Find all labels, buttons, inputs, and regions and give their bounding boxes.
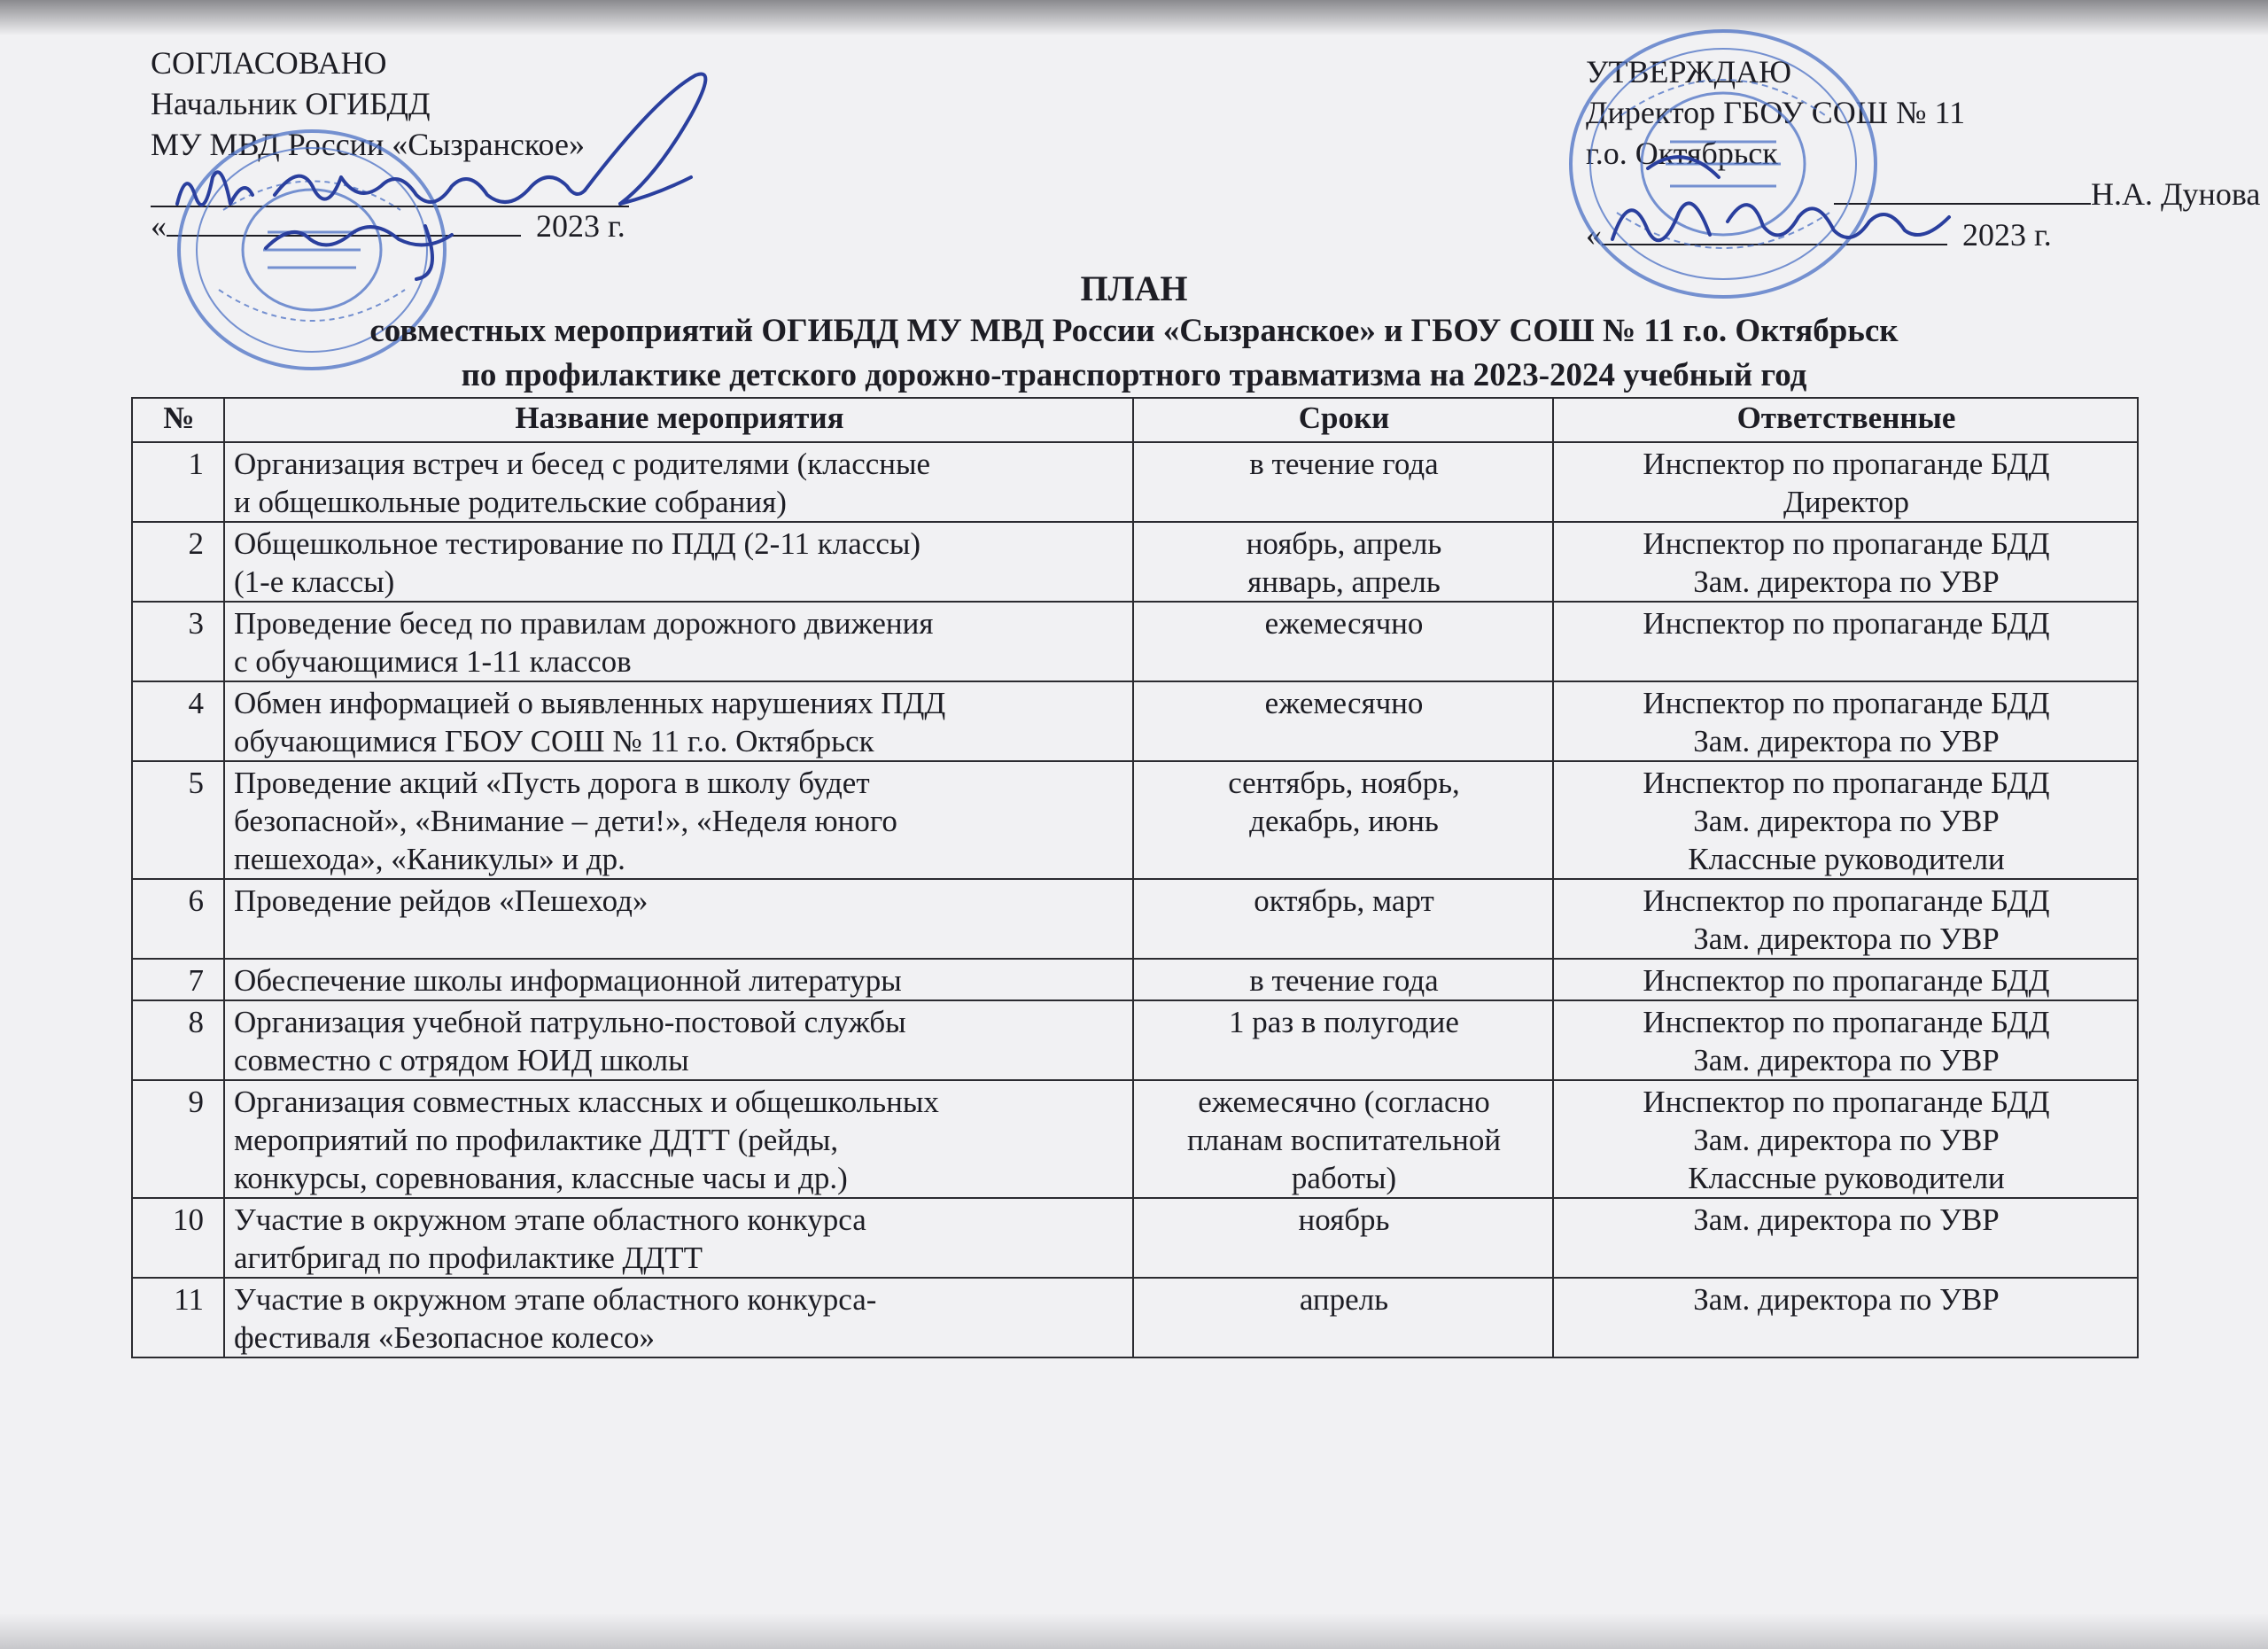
- row-responsible: Инспектор по пропаганде БДД: [1553, 602, 2138, 681]
- table-row: [132, 1278, 2138, 1357]
- table-row: [132, 681, 2138, 761]
- row-event-name: Проведение рейдов «Пешеход»: [224, 879, 1133, 959]
- approval-left-year: 2023 г.: [536, 208, 625, 244]
- row-event-name: Общешкольное тестирование по ПДД (2-11 классы) (1-е классы): [224, 522, 1133, 602]
- approval-left-position: Начальник ОГИБДД: [151, 86, 431, 121]
- table-row: [132, 602, 2138, 681]
- row-event-name: Организация встреч и бесед с родителями (классные и общешкольные родительские собрания): [224, 442, 1133, 522]
- approval-right-position: Директор ГБОУ СОШ № 11: [1586, 95, 1966, 130]
- row-terms: ноябрь: [1133, 1198, 1553, 1278]
- table-row: [132, 1198, 2138, 1278]
- table-row: [132, 959, 2138, 1000]
- table-row: [132, 522, 2138, 602]
- row-terms: в течение года: [1133, 442, 1553, 522]
- approval-right-signer: Н.А. Дунова: [1586, 174, 2260, 214]
- row-event-name: Обмен информацией о выявленных нарушениях ПДД обучающимися ГБОУ СОШ № 11 г.о. Октябрьск: [224, 681, 1133, 761]
- row-responsible: Инспектор по пропаганде БДД Зам. директора по УВР Классные руководители: [1553, 761, 2138, 879]
- row-number: 4: [132, 681, 224, 761]
- row-number: 11: [132, 1278, 224, 1357]
- row-number: 3: [132, 602, 224, 681]
- scan-shadow-top: [0, 0, 2268, 35]
- document-subtitle-line1: совместных мероприятий ОГИБДД МУ МВД России «Сызранское» и ГБОУ СОШ № 11 г.о. Октябрьск: [369, 313, 1899, 349]
- row-terms: ежемесячно: [1133, 602, 1553, 681]
- row-terms: октябрь, март: [1133, 879, 1553, 959]
- row-event-name: Организация совместных классных и общешкольных мероприятий по профилактике ДДТТ (рейды, конкурсы, соревнования, классные часы и др.): [224, 1080, 1133, 1198]
- row-responsible: Инспектор по пропаганде БДД Зам. директора по УВР: [1553, 681, 2138, 761]
- row-event-name: Обеспечение школы информационной литературы: [224, 959, 1133, 1000]
- signature-right: [1595, 133, 1967, 284]
- row-terms: 1 раз в полугодие: [1133, 1000, 1553, 1080]
- row-number: 5: [132, 761, 224, 879]
- table-body: [132, 442, 2138, 1357]
- row-terms: в течение года: [1133, 959, 1553, 1000]
- row-responsible: Инспектор по пропаганде БДД Зам. директора по УВР: [1553, 522, 2138, 602]
- approval-right-heading: УТВЕРЖДАЮ: [1586, 54, 1792, 89]
- row-terms: ежемесячно (согласно планам воспитательной работы): [1133, 1080, 1553, 1198]
- row-event-name: Проведение бесед по правилам дорожного движения с обучающимися 1-11 классов: [224, 602, 1133, 681]
- approval-left-organization: МУ МВД России «Сызранское»: [151, 127, 585, 162]
- table-header-row: [132, 398, 2138, 442]
- approval-right-year: 2023 г.: [1962, 217, 2052, 253]
- document-subtitle-line2: по профилактике детского дорожно-транспортного травматизма на 2023-2024 учебный год: [461, 357, 1807, 393]
- row-responsible: Инспектор по пропаганде БДД Зам. директора по УВР: [1553, 1000, 2138, 1080]
- row-terms: ежемесячно: [1133, 681, 1553, 761]
- approval-right-date: « 2023 г.: [1586, 217, 2052, 253]
- row-terms: ноябрь, апрель январь, апрель: [1133, 522, 1553, 602]
- table-row: [132, 1000, 2138, 1080]
- row-event-name: Участие в окружном этапе областного конкурса агитбригад по профилактике ДДТТ: [224, 1198, 1133, 1278]
- row-number: 2: [132, 522, 224, 602]
- row-event-name: Проведение акций «Пусть дорога в школу будет безопасной», «Внимание – дети!», «Неделя юного пешехода», «Каникулы» и др.: [224, 761, 1133, 879]
- row-terms: апрель: [1133, 1278, 1553, 1357]
- row-responsible: Инспектор по пропаганде БДД Зам. директора по УВР Классные руководители: [1553, 1080, 2138, 1198]
- events-table: [131, 397, 2139, 1358]
- row-number: 9: [132, 1080, 224, 1198]
- table-row: [132, 879, 2138, 959]
- table-row: [132, 442, 2138, 522]
- header-num: №: [132, 398, 224, 442]
- row-number: 7: [132, 959, 224, 1000]
- approval-left-heading: СОГЛАСОВАНО: [151, 45, 387, 81]
- header-responsible: Ответственные: [1553, 398, 2138, 442]
- row-event-name: Участие в окружном этапе областного конкурса- фестиваля «Безопасное колесо»: [224, 1278, 1133, 1357]
- row-number: 10: [132, 1198, 224, 1278]
- row-number: 8: [132, 1000, 224, 1080]
- approval-right-organization: г.о. Октябрьск: [1586, 136, 1778, 171]
- header-terms: Сроки: [1133, 398, 1553, 442]
- row-terms: сентябрь, ноябрь, декабрь, июнь: [1133, 761, 1553, 879]
- row-event-name: Организация учебной патрульно-постовой службы совместно с отрядом ЮИД школы: [224, 1000, 1133, 1080]
- table-row: [132, 1080, 2138, 1198]
- row-number: 6: [132, 879, 224, 959]
- document-title: ПЛАН: [1080, 268, 1188, 308]
- row-responsible: Зам. директора по УВР: [1553, 1198, 2138, 1278]
- row-responsible: Инспектор по пропаганде БДД Зам. директора по УВР: [1553, 879, 2138, 959]
- scan-shadow-bottom: [0, 1614, 2268, 1649]
- row-responsible: Инспектор по пропаганде БДД: [1553, 959, 2138, 1000]
- header-name: Название мероприятия: [224, 398, 1133, 442]
- row-responsible: Инспектор по пропаганде БДД Директор: [1553, 442, 2138, 522]
- row-number: 1: [132, 442, 224, 522]
- signature-left: [159, 62, 726, 284]
- approval-left-date: « 2023 г.: [151, 208, 625, 244]
- row-responsible: Зам. директора по УВР: [1553, 1278, 2138, 1357]
- table-row: [132, 761, 2138, 879]
